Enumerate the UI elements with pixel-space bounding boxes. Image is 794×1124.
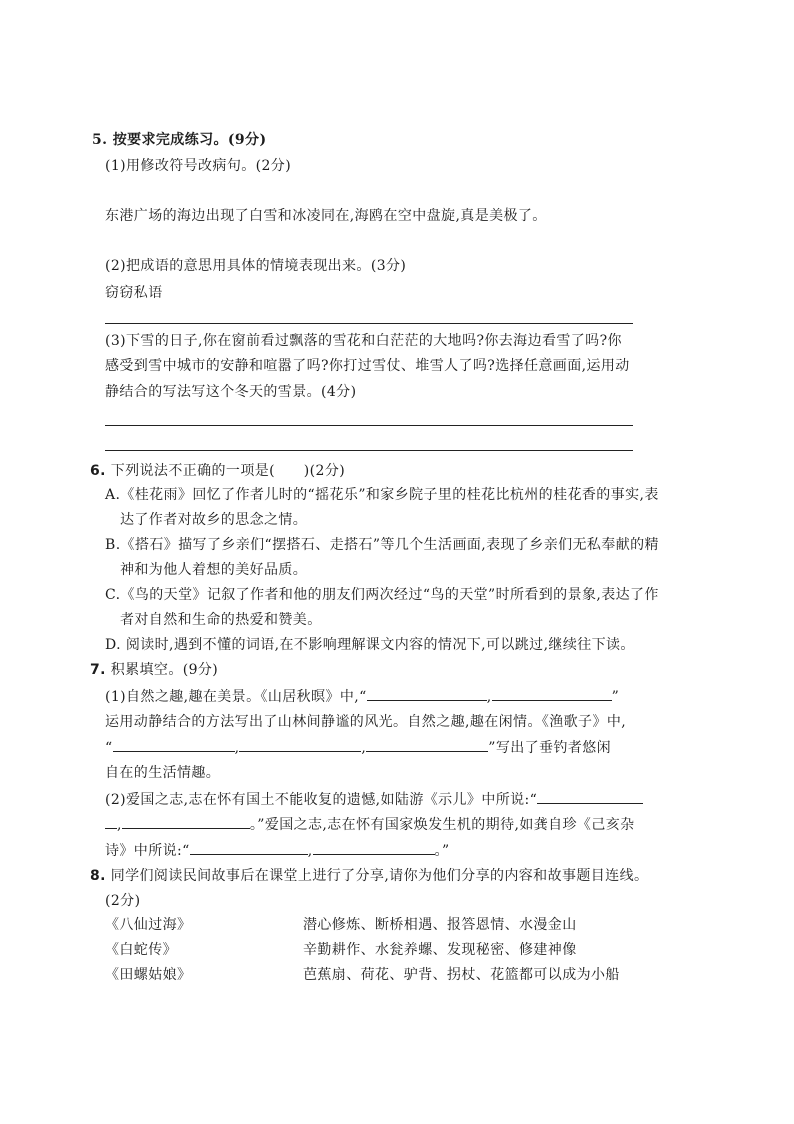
q7-comma: , [307,843,313,859]
q7-blank-1[interactable] [367,686,487,701]
q6-option-b-line2: 神和为他人着想的美好品质。 [120,562,308,578]
q7-p1-text-a: (1)自然之趣,趣在美景。《山居秋暝》中,“ [105,689,367,705]
q5-part1-sentence: 东港广场的海边出现了白雪和冰凌同在,海鸥在空中盘旋,真是美极了。 [105,208,547,224]
q7-blank-4[interactable] [239,737,361,752]
q8-number: 8. [90,868,106,884]
q7-p2-text-c: 诗》中所说:“ [105,843,190,859]
q5-part2-answer-line[interactable] [105,323,633,324]
q7-comma: , [234,740,240,756]
q6-number: 6. [90,463,106,479]
q5-title: 5. 按要求完成练习。(9分) [92,132,267,148]
q7-p2-line2 [105,814,635,835]
q8-content-3[interactable]: 芭蕉扇、荷花、驴背、拐杖、花篮都可以成为小船 [303,967,620,983]
q8-heading [90,866,648,886]
q7-p1-text-c: ”写出了垂钓者悠闲 [488,740,612,756]
q7-blank-7[interactable] [122,814,250,829]
q7-blank-6[interactable] [537,789,643,804]
q5-part2-idiom: 窃窃私语 [105,285,163,301]
q6-option-c-line1: C.《鸟的天堂》记叙了作者和他的朋友们两次经过“鸟的天堂”时所看到的景象,表达了作 [105,587,659,603]
q7-comma: , [117,817,122,833]
q6-option-c-line2: 者对自然和生命的热爱和赞美。 [120,612,322,628]
q7-p1-line2: 运用动静结合的方法写出了山林间静谧的风光。自然之趣,趣在闲情。《渔歌子》中, [105,714,627,730]
q5-part3-line3: 静结合的写法写这个冬天的雪景。(4分) [105,384,357,400]
q7-title: 积累填空。(9分) [110,662,219,678]
q8-story-3[interactable]: 《田螺姑娘》 [105,967,192,983]
q8-title: 同学们阅读民间故事后在课堂上进行了分享,请你为他们分享的内容和故事题目连线。 [110,868,649,884]
q7-p1-line4: 自在的生活情趣。 [105,765,221,781]
q7-number: 7. [90,662,106,678]
q7-close-quote: ” [611,689,620,705]
q5-part3-line2: 感受到雪中城市的安静和喧嚣了吗?你打过雪仗、堆雪人了吗?选择任意画面,运用动 [105,358,630,374]
q6-title: 下列说法不正确的一项是( )(2分) [110,463,346,479]
q7-p1-line3 [105,737,611,758]
q5-part3-line1: (3)下雪的日子,你在窗前看过飘落的雪花和白茫茫的大地吗?你去海边看雪了吗?你 [105,333,622,349]
q8-score: (2分) [105,893,141,909]
q7-open-quote: “ [105,740,113,756]
q6-option-b-line1: B.《搭石》描写了乡亲们“摆搭石、走搭石”等几个生活画面,表现了乡亲们无私奉献的精 [105,537,659,553]
q8-content-2[interactable]: 辛勤耕作、水瓮养螺、发现秘密、修建神像 [303,942,577,958]
q6-heading [90,461,345,481]
q7-p2-text-c-end: 。” [434,843,450,859]
q7-comma: , [361,740,367,756]
q8-content-1[interactable]: 潜心修炼、断桥相遇、报答恩情、水漫金山 [303,917,577,933]
q5-part2-prompt: (2)把成语的意思用具体的情境表现出来。(3分) [105,258,407,274]
q6-option-d: D. 阅读时,遇到不懂的词语,在不影响理解课文内容的情况下,可以跳过,继续往下读。 [105,637,635,653]
q7-blank-5[interactable] [366,737,488,752]
q5-part1-prompt: (1)用修改符号改病句。(2分) [105,158,292,174]
q7-blank-9[interactable] [313,840,435,855]
q7-blank-6-cont[interactable] [105,814,117,829]
q7-p2-line1 [105,789,643,810]
q7-p2-text-b: 。”爱国之志,志在怀有国家焕发生机的期待,如龚自珍《己亥杂 [249,817,635,833]
q7-blank-2[interactable] [492,686,612,701]
q7-p2-text-a: (2)爱国之志,志在怀有国土不能收复的遗憾,如陆游《示儿》中所说:“ [105,792,538,808]
q5-part3-answer-line-1[interactable] [105,425,633,426]
q7-p2-line3 [105,840,450,861]
q7-blank-8[interactable] [190,840,308,855]
q7-p1-line1 [105,686,619,707]
q8-story-1[interactable]: 《八仙过海》 [105,917,192,933]
q7-heading [90,660,218,680]
q6-option-a-line1: A.《桂花雨》回忆了作者儿时的“摇花乐”和家乡院子里的桂花比杭州的桂花香的事实,表 [105,487,659,503]
q5-part3-answer-line-2[interactable] [105,450,633,451]
q7-comma: , [486,689,492,705]
q6-option-a-line2: 达了作者对故乡的思念之情。 [120,512,308,528]
q8-story-2[interactable]: 《白蛇传》 [105,942,177,958]
q7-blank-3[interactable] [113,737,235,752]
